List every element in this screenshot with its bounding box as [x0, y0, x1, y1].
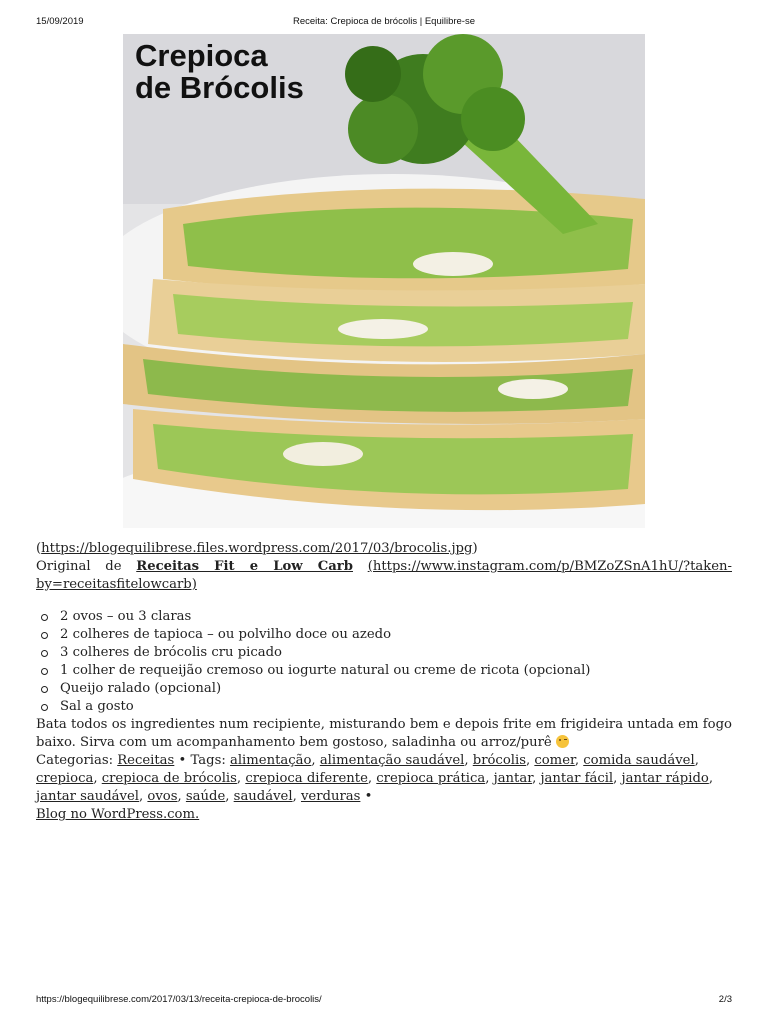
tag-link[interactable]: jantar saudável	[36, 789, 140, 804]
print-date: 15/09/2019	[36, 16, 84, 27]
ingredient-text: 2 colheres de tapioca – ou polvilho doce ou azedo	[60, 627, 392, 642]
tag-link[interactable]: alimentação	[229, 753, 312, 768]
list-item	[36, 662, 732, 680]
blog-credit	[36, 806, 732, 824]
tag-link[interactable]: comida saudável	[583, 753, 695, 768]
circle-bullet-icon	[41, 632, 48, 639]
image-source-link[interactable]: https://blogequilibrese.files.wordpress.com/2017/03/brocolis.jpg	[41, 541, 473, 556]
original-credit	[36, 558, 732, 594]
tag-link[interactable]: saudável	[233, 789, 293, 804]
ingredient-text: Queijo ralado (opcional)	[60, 681, 222, 696]
tag-link[interactable]: crepioca	[36, 771, 94, 786]
photo-title-line2: de Brócolis	[135, 70, 304, 105]
list-item	[36, 680, 732, 698]
circle-bullet-icon	[41, 686, 48, 693]
photo-title-line1: Crepioca	[135, 38, 268, 73]
tag-link[interactable]: alimentação saudável	[319, 753, 465, 768]
print-header	[36, 16, 732, 30]
print-page-title: Receita: Crepioca de brócolis | Equilibre-se	[293, 16, 475, 27]
end-bullet: •	[364, 789, 373, 804]
original-source-url-link[interactable]: (https://www.instagram.com/p/BMZoZSnA1hU/?taken-by=receitasfitelowcarb)	[36, 559, 732, 592]
circle-bullet-icon	[41, 650, 48, 657]
category-link-receitas[interactable]: Receitas	[117, 753, 175, 768]
method-paragraph	[36, 716, 732, 752]
paren-open: (	[36, 541, 42, 556]
list-item	[36, 608, 732, 626]
paren-close: )	[472, 541, 478, 556]
categories-label: Categorias:	[36, 753, 118, 768]
circle-bullet-icon	[41, 614, 48, 621]
recipe-photo	[123, 34, 645, 528]
post-content	[36, 540, 732, 824]
original-prefix: Original de	[36, 559, 137, 574]
ingredient-text: 2 ovos – ou 3 claras	[60, 609, 192, 624]
circle-bullet-icon	[41, 668, 48, 675]
original-source-name-link[interactable]: Receitas Fit e Low Carb	[136, 559, 353, 574]
tag-link[interactable]: brócolis	[472, 753, 526, 768]
bullet-separator: •	[178, 753, 187, 768]
image-link-line	[36, 540, 732, 558]
wink-emoji-icon	[556, 735, 569, 748]
tag-link[interactable]: crepioca diferente	[245, 771, 368, 786]
tag-link[interactable]: ovos	[147, 789, 178, 804]
list-item	[36, 698, 732, 716]
tag-list: alimentação, alimentação saudável, brócolis, comer, comida saudável, crepioca, crepioca de brócolis, crepioca diferente, crepioca prática, jantar, jantar fácil, jantar rápido, jantar saudável, ovos, saúde, saudável, verduras	[36, 753, 714, 804]
print-footer	[36, 994, 732, 1008]
method-text: Bata todos os ingredientes num recipiente, misturando bem e depois frite em frigideira untada em fogo baixo. Sirva com um acompanhamento bem gostoso, saladinha ou arroz/purê	[36, 717, 732, 750]
taxonomy-line	[36, 752, 732, 806]
list-item	[36, 644, 732, 662]
ingredient-text: 3 colheres de brócolis cru picado	[60, 645, 282, 660]
list-item	[36, 626, 732, 644]
tag-link[interactable]: jantar fácil	[540, 771, 614, 786]
wordpress-blog-link[interactable]: Blog no WordPress.com.	[36, 807, 200, 822]
ingredients-list	[36, 608, 732, 716]
ingredient-text: Sal a gosto	[60, 699, 134, 714]
tag-link[interactable]: jantar rápido	[621, 771, 709, 786]
circle-bullet-icon	[41, 704, 48, 711]
tag-link[interactable]: comer	[534, 753, 575, 768]
tag-link[interactable]: crepioca de brócolis	[101, 771, 237, 786]
tag-link[interactable]: jantar	[493, 771, 533, 786]
tag-link[interactable]: crepioca prática	[376, 771, 486, 786]
photo-title	[135, 40, 304, 104]
tags-label: Tags:	[186, 753, 230, 768]
tag-link[interactable]: verduras	[300, 789, 361, 804]
tag-link[interactable]: saúde	[185, 789, 226, 804]
page-number: 2/3	[718, 994, 732, 1005]
ingredient-text: 1 colher de requeijão cremoso ou iogurte natural ou creme de ricota (opcional)	[60, 663, 591, 678]
print-url: https://blogequilibrese.com/2017/03/13/receita-crepioca-de-brocolis/	[36, 994, 322, 1005]
crepioca-broccoli-illustration	[123, 34, 645, 528]
